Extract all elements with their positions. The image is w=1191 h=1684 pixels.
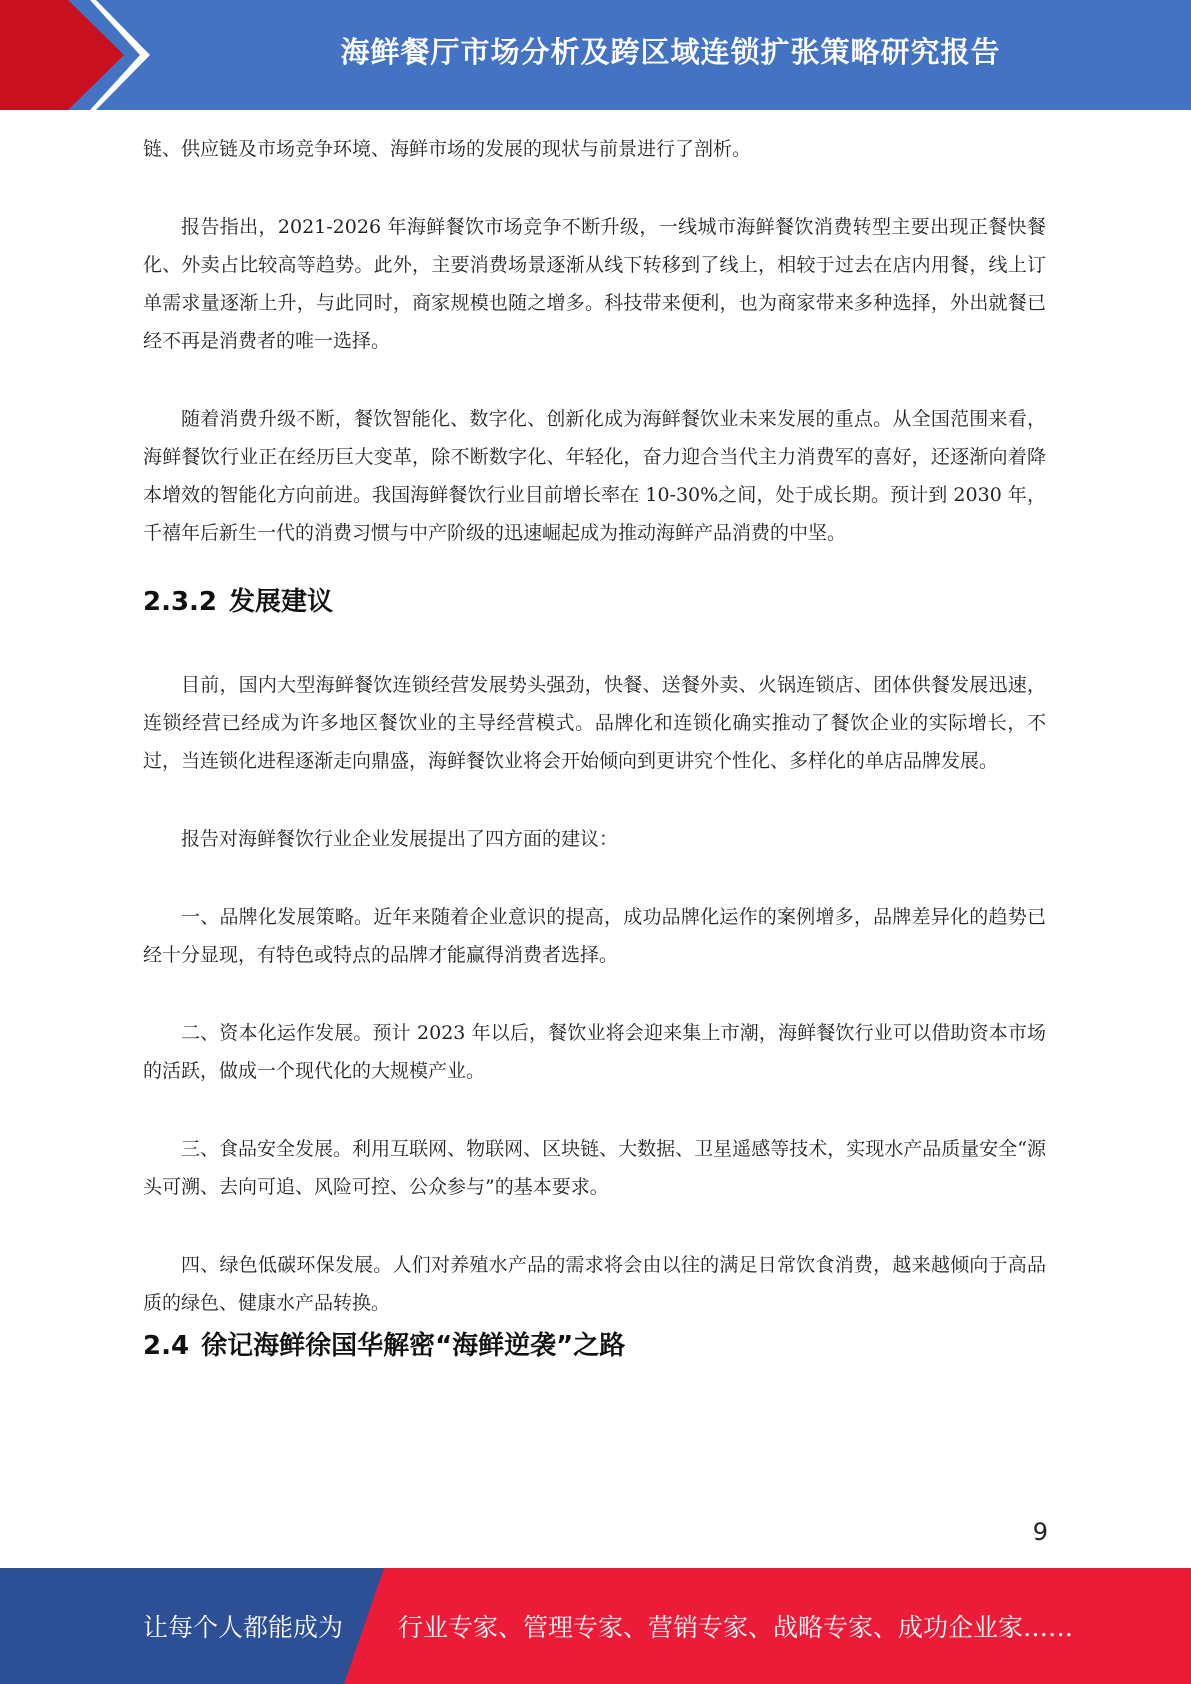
- paragraph-four-suggestions-intro: 报告对海鲜餐饮行业企业发展提出了四方面的建议：: [181, 828, 619, 850]
- report-title: 海鲜餐厅市场分析及跨区域连锁扩张策略研究报告: [340, 34, 1001, 69]
- section-title: 发展建议: [229, 587, 334, 617]
- paragraph-suggestion-green: 四、绿色低碳环保发展。人们对养殖水产品的需求将会由以往的满足日常饮食消费，越来越倾向于高品质的绿色、健康水产品转换。: [143, 1254, 1046, 1314]
- section-heading-2-3-2: [143, 582, 1046, 622]
- paragraph-continuation: 链、供应链及市场竞争环境、海鲜市场的发展的现状与前景进行了剖析。: [143, 138, 752, 160]
- section-heading-2-4: [143, 1326, 1046, 1366]
- section-number: 2.4: [143, 1331, 190, 1361]
- section-number: 2.3.2: [143, 587, 218, 617]
- page-number: 9: [1032, 1518, 1048, 1546]
- paragraph-suggestion-capital: 二、资本化运作发展。预计 2023 年以后，餐饮业将会迎来集上市潮，海鲜餐饮行业可以借助资本市场的活跃，做成一个现代化的大规模产业。: [143, 1022, 1046, 1082]
- report-body: [143, 130, 1046, 1366]
- paragraph-chain-development: 目前，国内大型海鲜餐饮连锁经营发展势头强劲，快餐、送餐外卖、火锅连锁店、团体供餐发展迅速，连锁经营已经成为许多地区餐饮业的主导经营模式。品牌化和连锁化确实推动了餐饮企业的实际增长，不过，当连锁化进程逐渐走向鼎盛，海鲜餐饮业将会开始倾向到更讲究个性化、多样化的单店品牌发展。: [143, 674, 1046, 772]
- footer-slogan-right: 行业专家、管理专家、营销专家、战略专家、成功企业家……: [398, 1613, 1074, 1642]
- footer-slogan-left: 让每个人都能成为: [143, 1613, 344, 1642]
- paragraph-suggestion-food-safety: 三、食品安全发展。利用互联网、物联网、区块链、大数据、卫星遥感等技术，实现水产品质量安全“源头可溯、去向可追、风险可控、公众参与”的基本要求。: [143, 1138, 1046, 1198]
- section-title: 徐记海鲜徐国华解密“海鲜逆袭”之路: [201, 1331, 626, 1361]
- page-footer: [0, 1568, 1191, 1684]
- paragraph-consumption-upgrade: 随着消费升级不断，餐饮智能化、数字化、创新化成为海鲜餐饮业未来发展的重点。从全国范围来看，海鲜餐饮行业正在经历巨大变革，除不断数字化、年轻化，奋力迎合当代主力消费军的喜好，还逐渐向着降本增效的智能化方向前进。我国海鲜餐饮行业目前增长率在 10-30%之间，处于成长期。预计到 2030 年，千禧年后新生一代的消费习惯与中产阶级的迅速崛起成为推动海鲜产品消费的中坚。: [143, 408, 1046, 544]
- paragraph-suggestion-branding: 一、品牌化发展策略。近年来随着企业意识的提高，成功品牌化运作的案例增多，品牌差异化的趋势已经十分显现，有特色或特点的品牌才能赢得消费者选择。: [143, 906, 1046, 966]
- paragraph-report-findings: 报告指出，2021-2026 年海鲜餐饮市场竞争不断升级，一线城市海鲜餐饮消费转型主要出现正餐快餐化、外卖占比较高等趋势。此外，主要消费场景逐渐从线下转移到了线上，相较于过去在店内用餐，线上订单需求量逐渐上升，与此同时，商家规模也随之增多。科技带来便利，也为商家带来多种选择，外出就餐已经不再是消费者的唯一选择。: [143, 216, 1046, 352]
- page-header: [0, 0, 1191, 110]
